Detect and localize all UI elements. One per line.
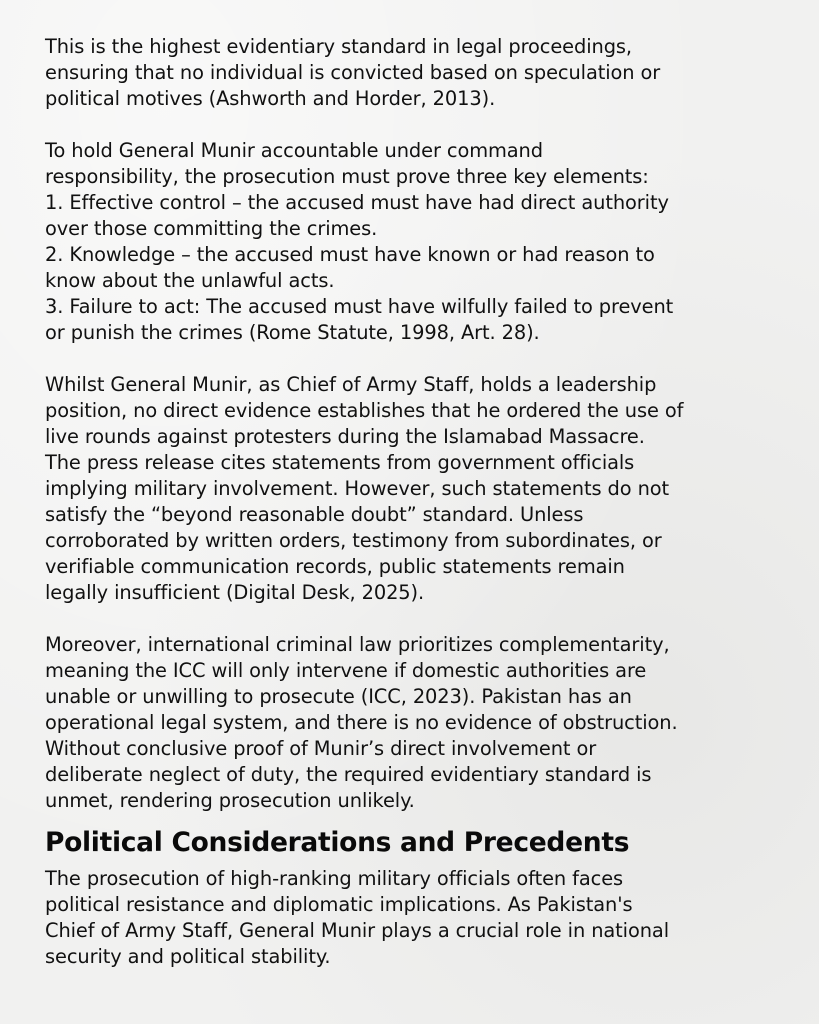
paragraph-command-responsibility: To hold General Munir accountable under command responsibility, the prosecution must prove three key elements: 1. Effective control – the accused must have had direct authority over those committing the crimes. 2. Knowledge – the accused must have known or had reason to know about the unlawful acts. 3. Failure to act: The accused must have wilfully failed to prevent or punish the crimes (Rome Statute, 1998, Art. 28). xyxy=(45,139,674,344)
paragraph-leadership-evidence: Whilst General Munir, as Chief of Army Staff, holds a leadership position, no direct evidence establishes that he ordered the use of live rounds against protesters during the Islamabad Massacre. The press release cites statements from government officials implying military involvement. However, such statements do not satisfy the “beyond reasonable doubt” standard. Unless corroborated by written orders, testimony from subordinates, or verifiable communication records, public statements remain legally insufficient (Digital Desk, 2025). xyxy=(45,373,684,604)
paragraph-political-considerations: The prosecution of high-ranking military officials often faces political resistance and diplomatic implications. As Pakistan's Chief of Army Staff, General Munir plays a crucial role in national security and political stability. xyxy=(45,867,669,968)
section-heading: Political Considerations and Precedents xyxy=(45,827,630,858)
paragraph-evidentiary-standard: This is the highest evidentiary standard in legal proceedings, ensuring that no individual is convicted based on speculation or political motives (Ashworth and Horder, 2013). xyxy=(45,35,661,110)
paragraph-complementarity: Moreover, international criminal law prioritizes complementarity, meaning the ICC will only intervene if domestic authorities are unable or unwilling to prosecute (ICC, 2023). Pakistan has an operational legal system, and there is no evidence of obstruction. Without conclusive proof of Munir’s direct involvement or deliberate neglect of duty, the required evidentiary standard is unmet, rendering prosecution unlikely. xyxy=(45,633,678,812)
